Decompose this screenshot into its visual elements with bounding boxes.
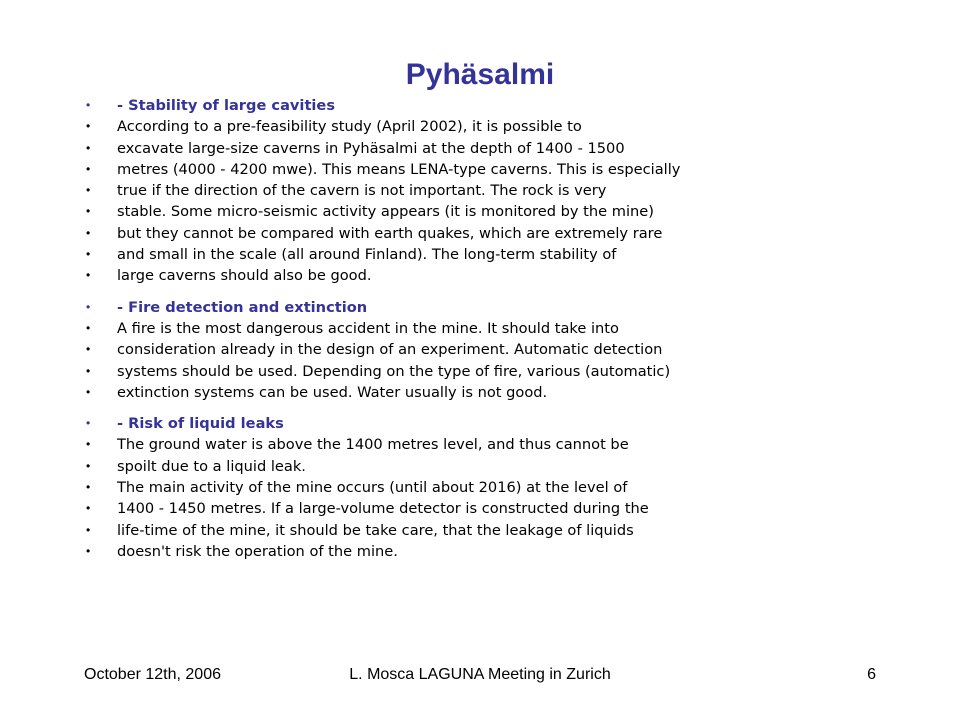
bullet-item [84, 520, 944, 541]
bullet-item [84, 201, 944, 222]
bullet-text: A fire is the most dangerous accident in the mine. It should take into [117, 319, 619, 337]
bullet-item [84, 498, 944, 519]
bullet-icon: • [86, 98, 91, 112]
bullet-text: The main activity of the mine occurs (until about 2016) at the level of [117, 479, 628, 497]
bullet-icon: • [86, 543, 91, 558]
bullet-icon: • [86, 501, 91, 516]
bullet-text: extinction systems can be used. Water usually is not good. [117, 383, 548, 401]
bullet-icon: • [86, 480, 91, 495]
bullet-item [84, 541, 944, 562]
bullet-text: stable. Some micro-seismic activity appears (it is monitored by the mine) [117, 203, 654, 221]
bullet-item [84, 138, 944, 159]
bullet-item [84, 361, 944, 382]
bullet-icon: • [86, 437, 91, 452]
bullet-text: spoilt due to a liquid leak. [117, 457, 306, 475]
bullet-text: doesn't risk the operation of the mine. [117, 542, 398, 560]
bullet-list [84, 95, 944, 562]
footer-date: October 12th, 2006 [84, 666, 221, 683]
bullet-icon: • [86, 416, 91, 431]
bullet-item [84, 159, 944, 180]
bullet-text: true if the direction of the cavern is not important. The rock is very [117, 182, 607, 200]
bullet-icon: • [86, 320, 91, 335]
bullet-text: - Stability of large cavities [117, 97, 336, 114]
bullet-icon: • [86, 268, 91, 283]
bullet-icon: • [86, 299, 91, 314]
bullet-item [84, 477, 944, 498]
bullet-icon: • [86, 140, 91, 155]
bullet-item [84, 244, 944, 265]
bullet-item [84, 180, 944, 201]
bullet-text: According to a pre-feasibility study (April 2002), it is possible to [117, 118, 582, 136]
bullet-icon: • [86, 384, 91, 399]
bullet-text: - Risk of liquid leaks [117, 415, 284, 433]
section-heading [84, 95, 944, 116]
bullet-item [84, 116, 944, 137]
bullet-text: - Fire detection and extinction [117, 298, 368, 316]
bullet-icon: • [86, 247, 91, 262]
bullet-text: 1400 - 1450 metres. If a large-volume detector is constructed during the [117, 500, 649, 518]
bullet-text: excavate large-size caverns in Pyhäsalmi at the depth of 1400 - 1500 [117, 139, 625, 157]
bullet-text: but they cannot be compared with earth quakes, which are extremely rare [117, 224, 663, 242]
bullet-icon: • [86, 458, 91, 473]
slide-title: Pyhäsalmi [405, 58, 555, 91]
bullet-text: and small in the scale (all around Finland). The long-term stability of [117, 246, 617, 264]
section-heading [84, 297, 944, 318]
bullet-item [84, 318, 944, 339]
bullet-icon: • [86, 183, 91, 198]
bullet-icon: • [86, 225, 91, 240]
footer-page-number: 6 [867, 666, 876, 683]
bullet-text: metres (4000 - 4200 mwe). This means LENA-type caverns. This is especially [117, 160, 681, 178]
bullet-icon: • [86, 119, 91, 134]
section-heading [84, 413, 944, 434]
bullet-item [84, 382, 944, 403]
bullet-text: systems should be used. Depending on the type of fire, various (automatic) [117, 362, 671, 380]
bullet-text: The ground water is above the 1400 metres level, and thus cannot be [117, 436, 629, 454]
bullet-icon: • [86, 522, 91, 537]
bullet-item [84, 434, 944, 455]
bullet-item [84, 456, 944, 477]
bullet-item [84, 223, 944, 244]
bullet-text: life-time of the mine, it should be take care, that the leakage of liquids [117, 521, 634, 539]
bullet-item [84, 339, 944, 360]
bullet-item [84, 265, 944, 286]
footer-event: L. Mosca LAGUNA Meeting in Zurich [349, 666, 611, 683]
bullet-icon: • [86, 363, 91, 378]
bullet-icon: • [86, 204, 91, 219]
bullet-text: consideration already in the design of an experiment. Automatic detection [117, 341, 663, 359]
bullet-icon: • [86, 161, 91, 176]
bullet-text: large caverns should also be good. [117, 267, 372, 285]
bullet-icon: • [86, 342, 91, 357]
